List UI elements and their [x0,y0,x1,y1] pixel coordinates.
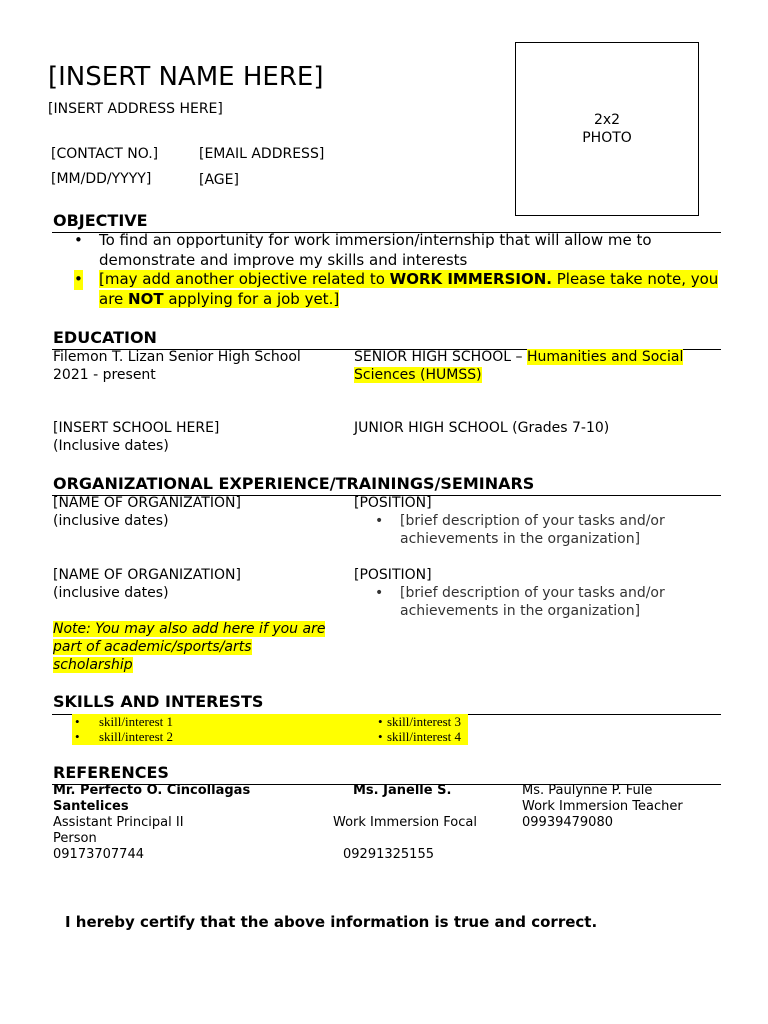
reference-name: Santelices [53,799,129,814]
objective-item [52,231,722,270]
photo-placeholder [515,42,699,216]
references-heading: REFERENCES [53,763,169,782]
skill-item: skill/interest 2 [99,729,174,744]
reference-phone: 09291325155 [343,847,434,862]
organization-description: [brief description of your tasks and/or achievements in the organization] [400,513,665,547]
organizations-heading: ORGANIZATIONAL EXPERIENCE/TRAININGS/SEMINARS [53,474,535,493]
contact-number: [CONTACT NO.] [51,146,159,162]
bullet-icon: • [375,585,384,601]
bullet-icon: • [74,270,83,288]
reference-phone: 09939479080 [522,815,613,830]
bullet-icon: • [375,513,384,529]
skill-item: skill/interest 4 [387,729,462,744]
organization-position: [POSITION] [354,495,432,511]
reference-3 [522,783,683,831]
objective-item-highlighted [52,270,722,309]
skill-item: skill/interest 3 [387,714,462,729]
reference-role: Person [53,831,97,846]
birthdate: [MM/DD/YYYY] [51,171,152,187]
education-heading: EDUCATION [53,328,157,347]
certification-statement: I hereby certify that the above information is true and correct. [65,913,598,931]
reference-role: Work Immersion Teacher [522,799,683,814]
bullet-icon: • [75,714,80,729]
jhs-dates: (Inclusive dates) [53,438,169,454]
objective-heading: OBJECTIVE [53,211,148,230]
applicant-name: [INSERT NAME HERE] [48,62,324,92]
bullet-icon: • [378,729,383,744]
skill-item: skill/interest 1 [99,714,174,729]
shs-school: Filemon T. Lizan Senior High School [53,349,301,365]
organization-dates: (inclusive dates) [53,585,169,601]
organization-name: [NAME OF ORGANIZATION] [53,495,241,511]
skills-heading: SKILLS AND INTERESTS [53,692,264,711]
organization-position: [POSITION] [354,567,432,583]
organization-name: [NAME OF ORGANIZATION] [53,567,241,583]
jhs-level: JUNIOR HIGH SCHOOL (Grades 7-10) [354,420,610,436]
age: [AGE] [199,172,239,188]
bullet-icon: • [378,714,383,729]
bullet-icon: • [74,231,83,249]
shs-level: SENIOR HIGH SCHOOL – Humanities and Social Sciences (HUMSS) [354,349,684,383]
photo-label: PHOTO [582,130,632,146]
reference-role: Assistant Principal II [53,815,184,830]
email-address: [EMAIL ADDRESS] [199,146,325,162]
reference-1 [53,783,250,863]
bullet-icon: • [75,729,80,744]
reference-phone: 09173707744 [53,847,144,862]
objective-item-text: To find an opportunity for work immersion/internship that will allow me to demonstrate and improve my skills and interests [99,231,652,269]
organization-note: Note: You may also add here if you are part of academic/sports/arts scholarship [53,621,326,673]
organization-dates: (inclusive dates) [53,513,169,529]
jhs-school: [INSERT SCHOOL HERE] [53,420,220,436]
reference-name: Ms. Paulynne P. Fule [522,783,653,798]
applicant-address: [INSERT ADDRESS HERE] [48,101,223,117]
shs-dates: 2021 - present [53,367,156,383]
reference-name: Ms. Janelle S. [353,783,452,798]
objective-item-text: [may add another objective related to WORK IMMERSION. Please take note, you are NOT applying for a job yet.] [99,270,719,308]
organization-description: [brief description of your tasks and/or achievements in the organization] [400,585,665,619]
photo-size-label: 2x2 [593,112,621,128]
reference-name: Mr. Perfecto O. Cincollagas [53,783,251,798]
reference-role: Work Immersion Focal [333,815,477,830]
